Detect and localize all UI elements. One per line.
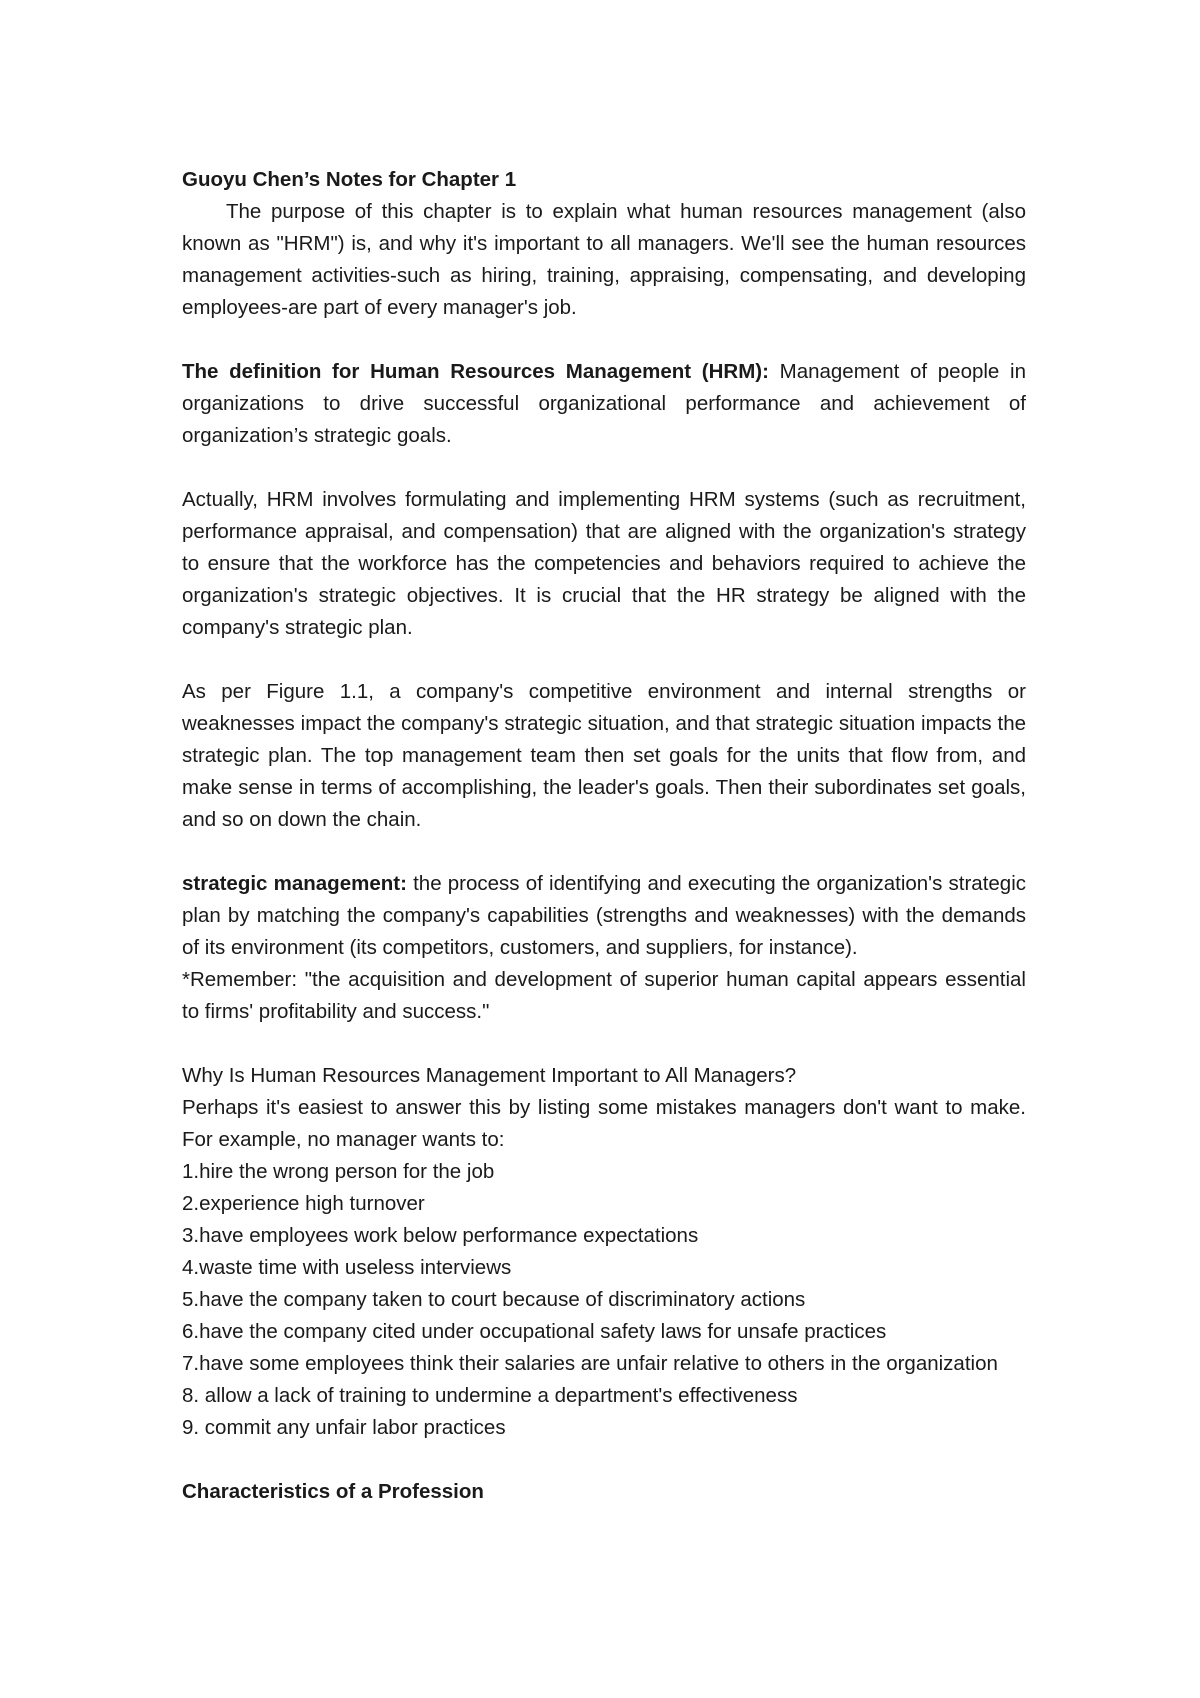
- list-item: 7.have some employees think their salaries are unfair relative to others in the organization: [182, 1352, 998, 1375]
- list-item: 1.hire the wrong person for the job: [182, 1160, 495, 1183]
- list-item: 4.waste time with useless interviews: [182, 1256, 512, 1279]
- spacer: [182, 452, 1026, 484]
- spacer: [182, 836, 1026, 868]
- list-item: 8. allow a lack of training to undermine a department's effectiveness: [182, 1384, 798, 1407]
- document-title: Guoyu Chen’s Notes for Chapter 1: [182, 168, 517, 191]
- strategic-management-text: the process of identifying and executing the organization's strategic plan by matching the company's capabilities (strengths and weaknesses) with the demands of its environment (its competitors, customers, and suppliers, for instance).: [182, 872, 1026, 959]
- spacer: [182, 1028, 1026, 1060]
- hrm-definition-paragraph: [182, 356, 1026, 452]
- spacer: [182, 1444, 1026, 1476]
- list-item: 3.have employees work below performance expectations: [182, 1224, 699, 1247]
- strategic-management-term: strategic management:: [182, 872, 407, 895]
- hrm-systems-paragraph: Actually, HRM involves formulating and implementing HRM systems (such as recruitment, performance appraisal, and compensation) that are aligned with the organization's strategy to ensure that the workforce has the competencies and behaviors required to achieve the organization's strategic objectives. It is crucial that the HR strategy be aligned with the company's strategic plan.: [182, 488, 1026, 639]
- list-item: 6.have the company cited under occupational safety laws for unsafe practices: [182, 1320, 887, 1343]
- why-heading: Why Is Human Resources Management Important to All Managers?: [182, 1064, 797, 1087]
- strategic-management-paragraph: [182, 868, 1026, 964]
- list-item: 5.have the company taken to court because of discriminatory actions: [182, 1288, 806, 1311]
- hrm-definition-text: Management of people in organizations to drive successful organizational performance and achievement of organization’s strategic goals.: [182, 360, 1026, 447]
- list-item: 2.experience high turnover: [182, 1192, 425, 1215]
- intro-paragraph: The purpose of this chapter is to explain what human resources management (also known as "HRM") is, and why it's important to all managers. We'll see the human resources management activities-such as hiring, training, appraising, compensating, and developing employees-are part of every manager's job.: [182, 200, 1026, 319]
- hrm-definition-term: The definition for Human Resources Management (HRM):: [182, 360, 769, 383]
- why-intro: Perhaps it's easiest to answer this by listing some mistakes managers don't want to make. For example, no manager wants to:: [182, 1096, 1026, 1151]
- remember-paragraph: *Remember: "the acquisition and development of superior human capital appears essential to firms' profitability and success.": [182, 968, 1026, 1023]
- list-item: 9. commit any unfair labor practices: [182, 1416, 506, 1439]
- mistakes-list: [182, 1156, 1026, 1444]
- spacer: [182, 324, 1026, 356]
- figure-paragraph: As per Figure 1.1, a company's competitive environment and internal strengths or weaknesses impact the company's strategic situation, and that strategic situation impacts the strategic plan. The top management team then set goals for the units that flow from, and make sense in terms of accomplishing, the leader's goals. Then their subordinates set goals, and so on down the chain.: [182, 680, 1026, 831]
- spacer: [182, 644, 1026, 676]
- characteristics-heading: Characteristics of a Profession: [182, 1480, 484, 1503]
- document-page: [182, 164, 1026, 1508]
